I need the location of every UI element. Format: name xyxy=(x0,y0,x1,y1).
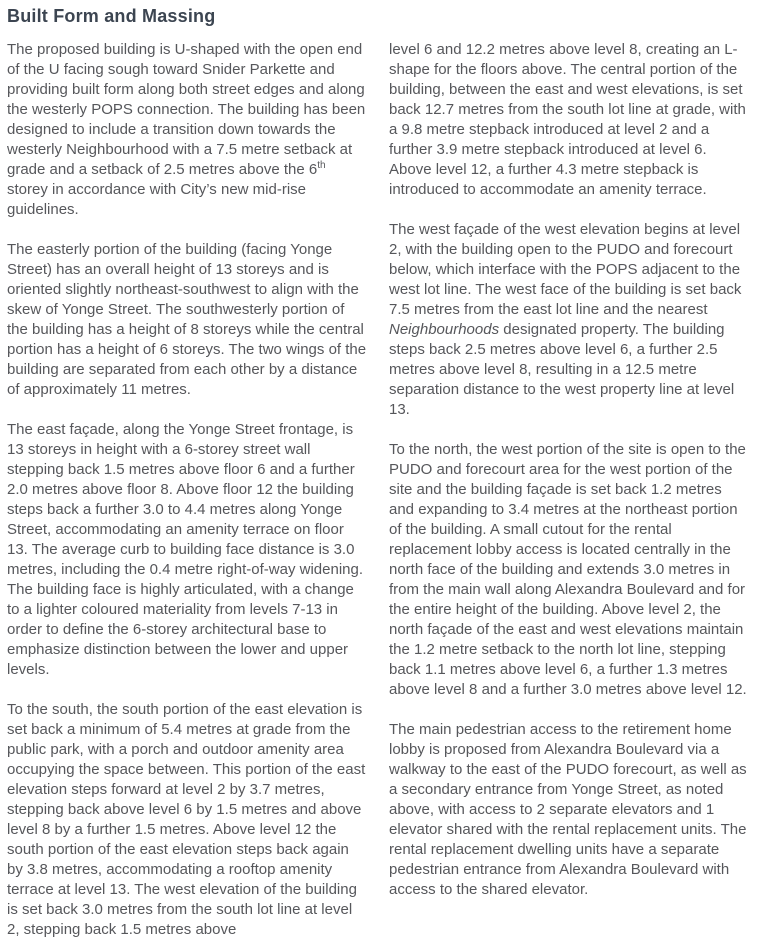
text-run: storey in accordance with City’s new mid-rise guidelines. xyxy=(7,181,306,218)
paragraph xyxy=(7,700,367,940)
paragraph xyxy=(389,720,749,900)
text-run: To the south, the south portion of the east elevation is set back a minimum of 5.4 metres at grade from the public park, with a porch and outdoor amenity area occupying the space between. This portion of the east elevation steps forward at level 2 by 3.7 metres, stepping back above level 6 by 1.5 metres and above level 8 by a further 1.5 metres. Above level 12 the south portion of the east elevation steps back again by 3.8 metres, accommodating a rooftop amenity terrace at level 13. The west elevation of the building is set back 3.0 metres from the south lot line at level 2, stepping back 1.5 metres above xyxy=(7,701,366,938)
text-run: To the north, the west portion of the site is open to the PUDO and forecourt area for the west portion of the site and the building façade is set back 1.2 metres and expanding to 3.4 metres at the northeast portion of the building. A small cutout for the rental replacement lobby access is located centrally in the north face of the building and extends 3.0 metres in from the main wall along Alexandra Boulevard and for the entire height of the building. Above level 2, the north façade of the east and west elevations maintain the 1.2 metre setback to the north lot line, stepping back 1.1 metres above level 6, a further 1.3 metres above level 8 and a further 3.0 metres above level 12. xyxy=(389,441,747,698)
paragraph xyxy=(7,40,367,220)
text-run: The easterly portion of the building (facing Yonge Street) has an overall height of 13 storeys and is oriented slightly northeast-southwest to align with the skew of Yonge Street. The southwesterly portion of the building has a height of 8 storeys while the central portion has a height of 6 storeys. The two wings of the building are separated from each other by a distance of approximately 11 metres. xyxy=(7,241,367,398)
paragraph xyxy=(389,440,749,700)
paragraph xyxy=(389,220,749,420)
text-run: level 6 and 12.2 metres above level 8, creating an L-shape for the floors above. The central portion of the building, between the east and west elevations, is set back 12.7 metres from the south lot line at grade, with a 9.8 metre stepback introduced at level 2 and a further 3.9 metre stepback introduced at level 6. Above level 12, a further 4.3 metre stepback is introduced to accommodate an amenity terrace. xyxy=(389,41,746,198)
paragraph xyxy=(7,420,367,680)
right-column xyxy=(389,40,749,900)
paragraph xyxy=(389,40,749,200)
text-run: designated property. The building steps back 2.5 metres above level 6, a further 2.5 metres above level 8, resulting in a 12.5 metre separation distance to the west property line at level 13. xyxy=(389,321,735,418)
paragraph xyxy=(7,240,367,400)
text-columns xyxy=(7,40,749,940)
text-run: The main pedestrian access to the retirement home lobby is proposed from Alexandra Boulevard via a walkway to the east of the PUDO forecourt, as well as a secondary entrance from Yonge Street, as noted above, with access to 2 separate elevators and 1 elevator shared with the rental replacement units. The rental replacement dwelling units have a separate pedestrian entrance from Alexandra Boulevard with access to the shared elevator. xyxy=(389,721,747,898)
text-run: The proposed building is U-shaped with the open end of the U facing sough toward Snider Parkette and providing built form along both street edges and along the westerly POPS connection. The building has been designed to include a transition down towards the westerly Neighbourhood with a 7.5 metre setback at grade and a setback of 2.5 metres above the 6 xyxy=(7,41,366,178)
text-run-sup: th xyxy=(317,160,326,171)
left-column xyxy=(7,40,367,940)
text-run: The east façade, along the Yonge Street frontage, is 13 storeys in height with a 6-storey street wall stepping back 1.5 metres above floor 6 and a further 2.0 metres above floor 8. Above floor 12 the building steps back a further 3.0 to 4.4 metres along Yonge Street, accommodating an amenity terrace on floor 13. The average curb to building face distance is 3.0 metres, including the 0.4 metre right-of-way widening. The building face is highly articulated, with a change to a lighter coloured materiality from levels 7-13 in order to define the 6-storey architectural base to emphasize distinction between the lower and upper levels. xyxy=(7,421,364,678)
text-run-italic: Neighbourhoods xyxy=(389,321,500,338)
text-run: The west façade of the west elevation begins at level 2, with the building open to the PUDO and forecourt below, which interface with the POPS adjacent to the west lot line. The west face of the building is set back 7.5 metres from the east lot line and the nearest xyxy=(389,221,742,318)
page-title: Built Form and Massing xyxy=(7,6,216,26)
